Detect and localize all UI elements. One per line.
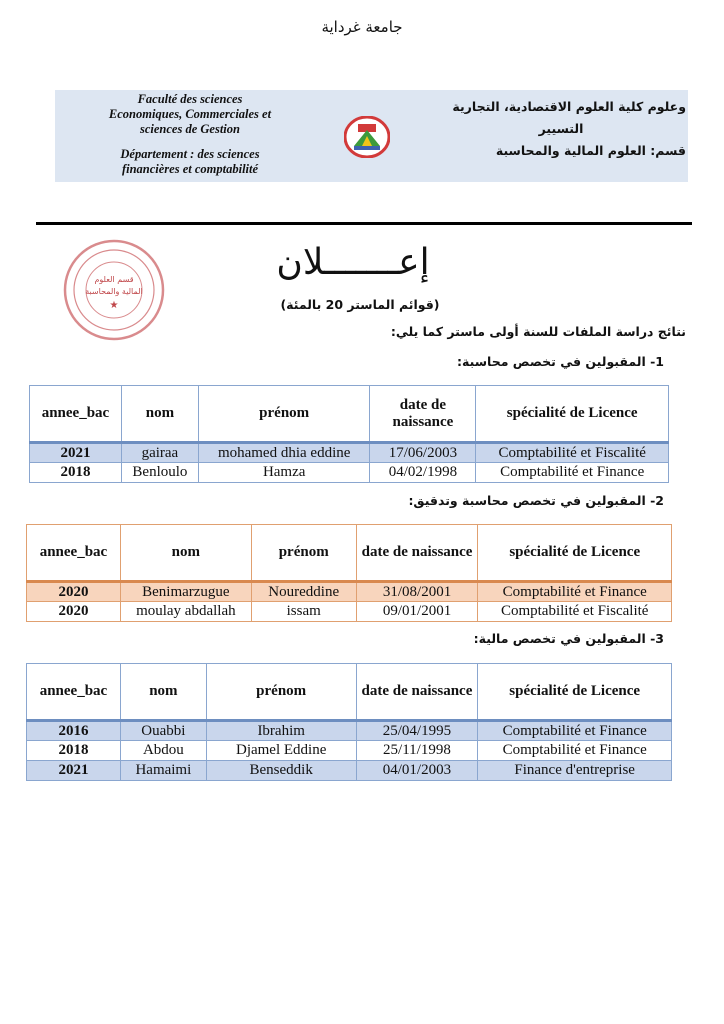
col-prenom: prénom xyxy=(251,525,356,582)
cell-annee-bac: 2018 xyxy=(27,741,121,761)
fr-faculty-line-2: Economiques, Commerciales et xyxy=(108,107,272,121)
page-title: إعـــــــلان xyxy=(276,242,430,283)
fr-faculty-line-3: sciences de Gestion xyxy=(140,122,240,136)
cell-prenom: Hamza xyxy=(198,463,370,483)
cell-annee-bac: 2021 xyxy=(27,761,121,781)
cell-specialite: Comptabilité et Fiscalité xyxy=(478,602,672,622)
col-annee-bac: annee_bac xyxy=(30,386,122,443)
cell-date: 25/04/1995 xyxy=(356,721,478,741)
cell-specialite: Comptabilité et Finance xyxy=(478,582,672,602)
table-accounting xyxy=(29,385,669,483)
university-logo-icon xyxy=(344,116,390,158)
col-nom: nom xyxy=(120,664,206,721)
col-specialite: spécialité de Licence xyxy=(476,386,669,443)
cell-nom: Ouabbi xyxy=(120,721,206,741)
table-row xyxy=(30,443,669,463)
cell-annee-bac: 2018 xyxy=(30,463,122,483)
fr-faculty-line-1: Faculté des sciences xyxy=(137,92,243,106)
cell-specialite: Comptabilité et Fiscalité xyxy=(476,443,669,463)
cell-date: 31/08/2001 xyxy=(356,582,478,602)
svg-text:★: ★ xyxy=(109,300,119,311)
section-2-heading: 2- المقبولين في تخصص محاسبة وتدقيق: xyxy=(408,493,664,508)
intro-text: نتائج دراسة الملفات للسنة أولى ماستر كما يلي: xyxy=(390,324,686,339)
cell-specialite: Finance d'entreprise xyxy=(478,761,672,781)
col-annee-bac: annee_bac xyxy=(27,525,121,582)
cell-prenom: issam xyxy=(251,602,356,622)
table-row xyxy=(27,741,672,761)
col-date-naissance: date de naissance xyxy=(370,386,476,443)
cell-specialite: Comptabilité et Finance xyxy=(478,721,672,741)
header-divider xyxy=(36,222,692,225)
cell-nom: gairaa xyxy=(121,443,198,463)
cell-specialite: Comptabilité et Finance xyxy=(476,463,669,483)
ar-faculty-line-1: وعلوم كلية العلوم الاقتصادية، التجارية xyxy=(452,99,686,114)
col-annee-bac: annee_bac xyxy=(27,664,121,721)
header-french xyxy=(80,92,300,177)
cell-prenom: mohamed dhia eddine xyxy=(198,443,370,463)
section-1-heading: 1- المقبولين في تخصص محاسبة: xyxy=(457,354,664,369)
table-row xyxy=(27,602,672,622)
section-3-heading: 3- المقبولين في تخصص مالية: xyxy=(473,631,664,646)
table-finance xyxy=(26,663,672,781)
fr-department-line-1: Département : des sciences xyxy=(120,147,260,161)
table-audit xyxy=(26,524,672,622)
cell-specialite: Comptabilité et Finance xyxy=(478,741,672,761)
table-row xyxy=(27,721,672,741)
col-date-naissance: date de naissance xyxy=(356,525,478,582)
cell-nom: moulay abdallah xyxy=(120,602,251,622)
cell-date: 17/06/2003 xyxy=(370,443,476,463)
page-subtitle: (قوائم الماستر 20 بالمئة) xyxy=(280,297,440,312)
fr-department-line-2: financières et comptabilité xyxy=(121,162,259,176)
cell-annee-bac: 2020 xyxy=(27,582,121,602)
table-row xyxy=(27,761,672,781)
col-nom: nom xyxy=(120,525,251,582)
cell-prenom: Noureddine xyxy=(251,582,356,602)
col-prenom: prénom xyxy=(198,386,370,443)
cell-annee-bac: 2016 xyxy=(27,721,121,741)
col-specialite: spécialité de Licence xyxy=(478,525,672,582)
cell-prenom: Ibrahim xyxy=(206,721,356,741)
ar-department: قسم: العلوم المالية والمحاسبة xyxy=(495,143,686,158)
cell-date: 25/11/1998 xyxy=(356,741,478,761)
cell-nom: Hamaimi xyxy=(120,761,206,781)
header-arabic xyxy=(436,96,686,162)
cell-date: 04/01/2003 xyxy=(356,761,478,781)
cell-annee-bac: 2020 xyxy=(27,602,121,622)
col-nom: nom xyxy=(121,386,198,443)
cell-prenom: Djamel Eddine xyxy=(206,741,356,761)
cell-nom: Benloulo xyxy=(121,463,198,483)
cell-nom: Abdou xyxy=(120,741,206,761)
col-prenom: prénom xyxy=(206,664,356,721)
cell-annee-bac: 2021 xyxy=(30,443,122,463)
ar-faculty-line-2: التسيير xyxy=(538,121,584,136)
cell-date: 09/01/2001 xyxy=(356,602,478,622)
department-stamp-icon xyxy=(62,238,166,342)
cell-date: 04/02/1998 xyxy=(370,463,476,483)
table-row xyxy=(30,463,669,483)
svg-text:قسم العلوم: قسم العلوم xyxy=(94,275,134,284)
col-date-naissance: date de naissance xyxy=(356,664,478,721)
col-specialite: spécialité de Licence xyxy=(478,664,672,721)
university-name: جامعة غرداية xyxy=(321,18,403,36)
svg-text:المالية والمحاسبة: المالية والمحاسبة xyxy=(85,287,143,296)
cell-nom: Benimarzugue xyxy=(120,582,251,602)
table-row xyxy=(27,582,672,602)
cell-prenom: Benseddik xyxy=(206,761,356,781)
